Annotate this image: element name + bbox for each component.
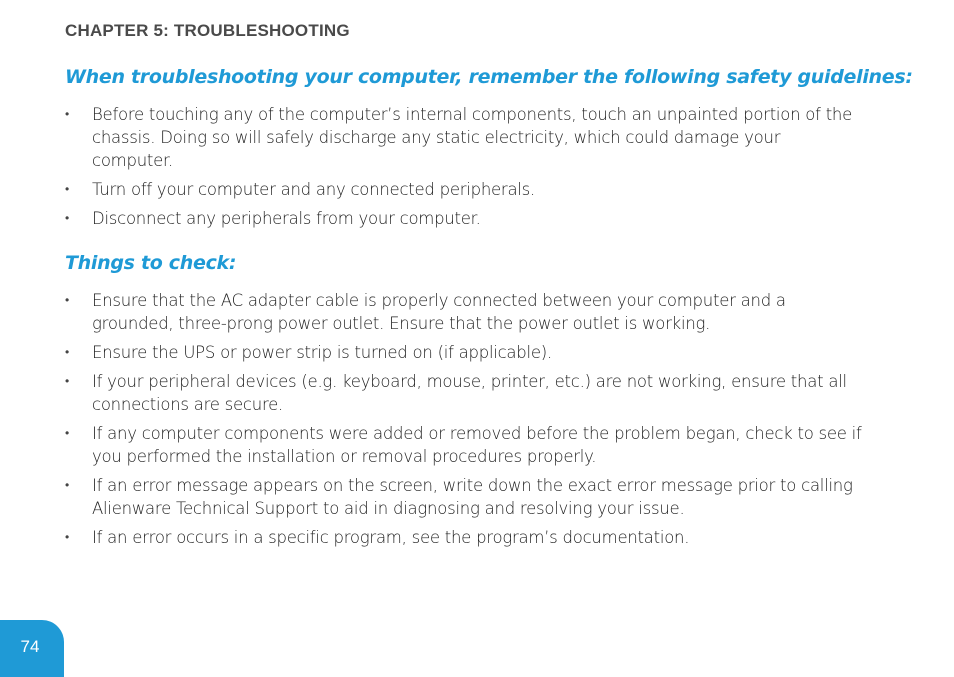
list-item-text: If an error message appears on the screen, write down the exact error message prior to calling Alienware Technical Support to aid in diagnosing and resolving your issue. <box>92 476 853 518</box>
bullet-icon: • <box>65 293 69 307</box>
bullet-icon: • <box>65 107 69 121</box>
bullet-icon: • <box>65 211 69 225</box>
list-item <box>65 422 865 468</box>
bullet-icon: • <box>65 182 69 196</box>
list-item <box>65 370 865 416</box>
bullet-icon: • <box>65 374 69 388</box>
list-item-text: If your peripheral devices (e.g. keyboard, mouse, printer, etc.) are not working, ensure that all connections are secure. <box>92 372 847 414</box>
bullet-icon: • <box>65 478 69 492</box>
list-item-text: If any computer components were added or removed before the problem began, check to see if you performed the installation or removal procedures properly. <box>92 424 862 466</box>
safety-guidelines-heading: When troubleshooting your computer, remember the following safety guidelines: <box>65 66 913 88</box>
list-item-text: Turn off your computer and any connected peripherals. <box>92 180 536 199</box>
list-item-text: Ensure that the AC adapter cable is properly connected between your computer and a grounded, three-prong power outlet. Ensure that the power outlet is working. <box>92 291 786 333</box>
list-item-text: Ensure the UPS or power strip is turned on (if applicable). <box>92 343 552 362</box>
list-item <box>65 474 865 520</box>
things-to-check-heading: Things to check: <box>65 252 237 274</box>
chapter-header: CHAPTER 5: TROUBLESHOOTING <box>65 21 350 40</box>
page-number: 74 <box>20 637 40 656</box>
safety-guidelines-list <box>65 103 865 236</box>
bullet-icon: • <box>65 345 69 359</box>
list-item <box>65 207 865 230</box>
list-item <box>65 178 865 201</box>
list-item-text: Before touching any of the computer’s internal components, touch an unpainted portion of the chassis. Doing so will safely discharge any static electricity, which could damage your computer. <box>92 105 853 170</box>
list-item-text: Disconnect any peripherals from your computer. <box>92 209 481 228</box>
list-item <box>65 103 865 172</box>
list-item <box>65 341 865 364</box>
things-to-check-list <box>65 289 865 555</box>
page-number-tab <box>0 620 64 677</box>
bullet-icon: • <box>65 530 69 544</box>
list-item-text: If an error occurs in a specific program, see the program’s documentation. <box>92 528 690 547</box>
list-item <box>65 526 865 549</box>
list-item <box>65 289 865 335</box>
bullet-icon: • <box>65 426 69 440</box>
